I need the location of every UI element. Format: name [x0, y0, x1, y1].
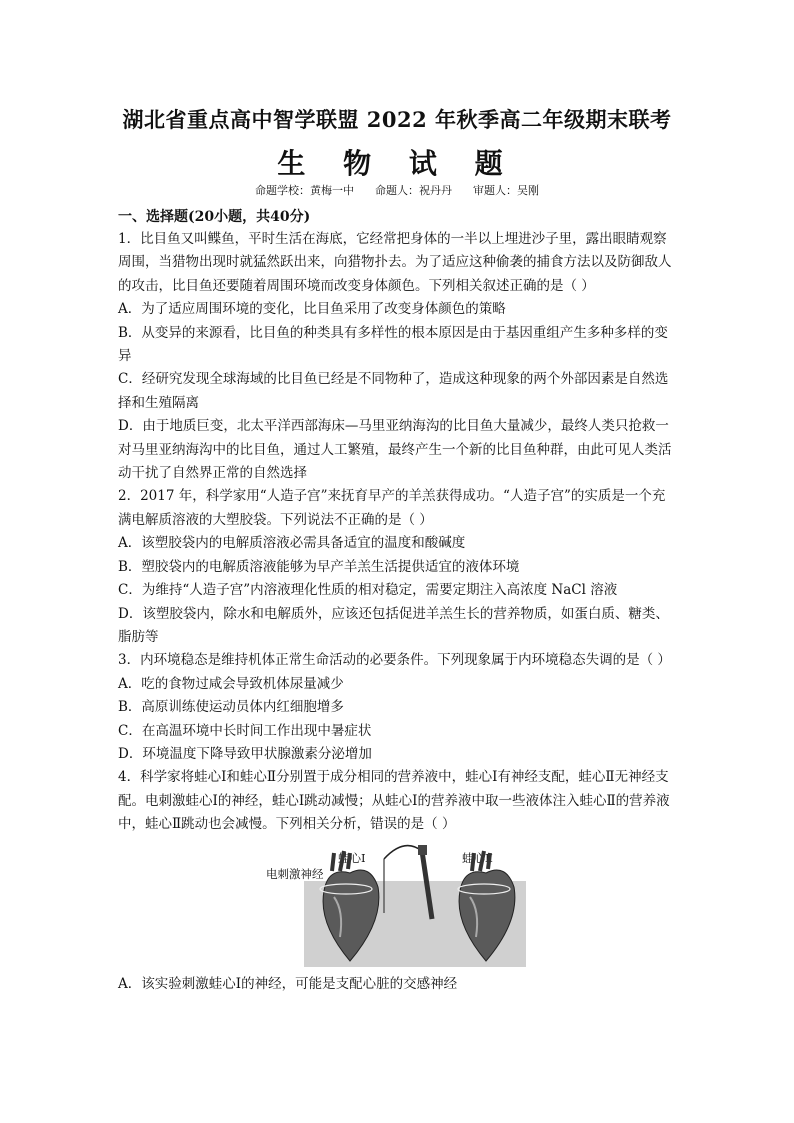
- q1-option-c: C．经研究发现全球海域的比目鱼已经是不同物种了，造成这种现象的两个外部因素是自然选择和生殖隔离: [118, 371, 669, 411]
- q2-option-b: B．塑胶袋内的电解质溶液能够为早产羊羔生活提供适宜的液体环境: [118, 558, 520, 575]
- q3-stem: 3．内环境稳态是维持机体正常生命活动的必要条件。下列现象属于内环境稳态失调的是（ ）: [118, 652, 671, 669]
- q1-option-d: D．由于地质巨变，北太平洋西部海床—马里亚纳海沟的比目鱼大量减少，最终人类只抢救一对马里亚纳海沟中的比目鱼，通过人工繁殖，最终产生一个新的比目鱼种群，由此可见人类活动干扰了自然界正常的自然选择: [118, 418, 672, 482]
- q3-option-d: D．环境温度下降导致甲状腺激素分泌增加: [118, 745, 372, 762]
- figure-label-heart2: 蛙心Ⅱ: [462, 850, 493, 865]
- q1-option-b: B．从变异的来源看，比目鱼的种类具有多样性的根本原因是由于基因重组产生多种多样的变异: [118, 324, 668, 365]
- frog-heart-figure: [118, 841, 678, 969]
- q3-option-c: C．在高温环境中长时间工作出现中暑症状: [118, 722, 372, 739]
- q4-stem: 4．科学家将蛙心Ⅰ和蛙心Ⅱ分别置于成分相同的营养液中，蛙心Ⅰ有神经支配，蛙心Ⅱ无神经支配。电刺激蛙心Ⅰ的神经，蛙心Ⅰ跳动减慢；从蛙心Ⅰ的营养液中取一些液体注入蛙心Ⅱ的营养液中，蛙心Ⅱ跳动也会减慢。下列相关分析，错误的是（ ）: [118, 769, 670, 833]
- dropper-bulb-icon: [418, 845, 427, 855]
- section-heading: 一、选择题(20小题，共40分): [118, 209, 311, 225]
- q2-stem: 2．2017 年，科学家用“人造子宫”来抚育早产的羊羔获得成功。“人造子宫”的实质是一个充满电解质溶液的大塑胶袋。下列说法不正确的是（ ）: [118, 488, 666, 528]
- figure-label-nerve: 电刺激神经: [266, 866, 324, 881]
- figure-label-heart1: 蛙心Ⅰ: [338, 850, 366, 865]
- exam-meta: 命题学校：黄梅一中 命题人：祝丹丹 审题人：吴刚: [255, 184, 539, 197]
- frog-heart-illustration: [304, 841, 526, 967]
- exam-title: 湖北省重点高中智学联盟 2022 年秋季高二年级期末联考: [122, 107, 672, 132]
- q1-stem: 1．比目鱼又叫鲽鱼，平时生活在海底，它经常把身体的一半以上埋进沙子里，露出眼睛观察周围，当猎物出现时就猛然跃出来，向猎物扑去。为了适应这种偷袭的捕食方法以及防御敌人的攻击，比目鱼还要随着周围环境而改变身体颜色。下列相关叙述正确的是（ ）: [118, 231, 672, 294]
- q2-option-d: D．该塑胶袋内，除水和电解质外，应该还包括促进羊羔生长的营养物质，如蛋白质、糖类、脂肪等: [118, 605, 669, 645]
- q1-option-a: A．为了适应周围环境的变化，比目鱼采用了改变身体颜色的策略: [118, 301, 506, 318]
- q2-option-c: C．为维持“人造子宫”内溶液理化性质的相对稳定，需要定期注入高浓度 NaCl 溶液: [118, 582, 618, 599]
- q3-option-b: B．高原训练使运动员体内红细胞增多: [118, 699, 344, 716]
- q3-option-a: A．吃的食物过咸会导致机体尿量减少: [118, 675, 344, 692]
- subject-title: 生 物 试 题: [277, 147, 517, 180]
- transfer-tube-line: [384, 845, 422, 858]
- question-list: [118, 228, 678, 996]
- q2-option-a: A．该塑胶袋内的电解质溶液必需具备适宜的温度和酸碱度: [118, 535, 466, 552]
- q4-option-a: A．该实验刺激蛙心Ⅰ的神经，可能是支配心脏的交感神经: [118, 975, 458, 992]
